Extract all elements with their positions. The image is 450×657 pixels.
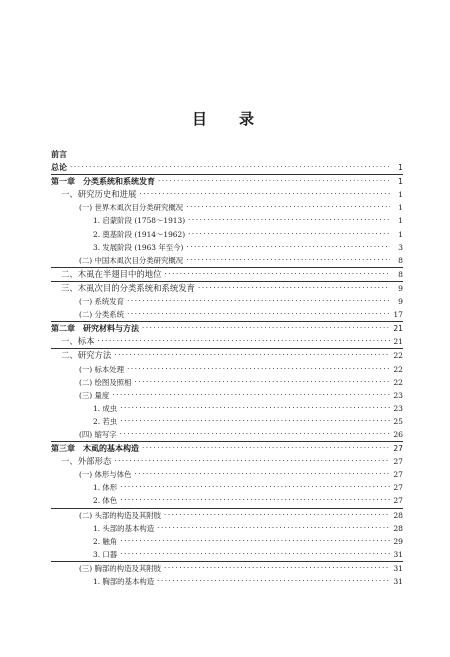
- toc-leader-dots: [134, 468, 390, 481]
- toc-entry-page: 31: [393, 577, 403, 586]
- toc-entry[interactable]: [51, 174, 403, 188]
- toc-entry-label: (二) 中国木虱次目分类研究概况: [79, 255, 184, 265]
- toc-leader-dots: [142, 442, 390, 455]
- toc-entry-page: 1: [398, 190, 403, 200]
- toc-entry-page: 21: [393, 337, 403, 347]
- toc-entry[interactable]: [51, 481, 403, 494]
- toc-entry-page: 28: [393, 523, 403, 533]
- toc-leader-dots: [186, 241, 390, 254]
- toc-entry[interactable]: [51, 228, 403, 241]
- toc-leader-dots: [120, 415, 390, 428]
- toc-entry-label: 2. 若虫: [93, 416, 118, 426]
- toc-entry-page: 27: [393, 457, 403, 467]
- toc-entry[interactable]: [51, 214, 403, 227]
- toc-entry-page: 1: [398, 229, 403, 239]
- toc-entry[interactable]: [51, 241, 403, 254]
- toc-entry-page: 17: [393, 310, 403, 320]
- toc-leader-dots: [112, 389, 390, 402]
- toc-leader-dots: [120, 402, 390, 415]
- toc-entry-label: (一) 系统发育: [79, 297, 125, 307]
- toc-entry[interactable]: [51, 548, 403, 561]
- toc-entry-page: 27: [393, 470, 403, 480]
- toc-entry-page: 1: [398, 203, 403, 213]
- toc-entry[interactable]: [51, 455, 403, 468]
- toc-entry[interactable]: [51, 415, 403, 428]
- toc-entry-label: 第二章 研究材料与方法: [51, 324, 139, 334]
- toc-leader-dots: [142, 322, 390, 335]
- toc-entry[interactable]: [51, 494, 403, 507]
- toc-entry[interactable]: [51, 402, 403, 415]
- toc-leader-dots: [127, 363, 390, 376]
- toc-entry-page: 21: [393, 324, 403, 334]
- toc-entry-page: 26: [393, 429, 403, 439]
- toc-entry[interactable]: [51, 188, 403, 201]
- toc-entry-label: 2. 奠基阶段 (1914～1962): [93, 229, 186, 239]
- toc-entry-label: 1. 成虫: [93, 403, 118, 413]
- toc-entry-label: 三、木虱次目的分类系统和系统发育: [61, 282, 195, 293]
- toc-entry-label: 1. 胸部的基本构造: [93, 577, 155, 586]
- toc-leader-dots: [120, 548, 390, 561]
- toc-entry-page: 8: [398, 255, 403, 265]
- toc-entry-label: 二、木虱在半翅目中的地位: [61, 268, 162, 279]
- toc-entry-label: 第三章 木虱的基本构造: [51, 444, 139, 454]
- page-title: [0, 108, 450, 129]
- toc-entry-label: 一、研究历史和进展: [61, 189, 137, 200]
- toc-entry[interactable]: [51, 295, 403, 308]
- toc-entry-label: (二) 头部的构造及其附肢: [79, 510, 162, 520]
- toc-entry-page: 9: [398, 297, 403, 307]
- toc-entry[interactable]: [51, 308, 403, 321]
- toc-leader-dots: [188, 214, 390, 227]
- toc-entry-label: 总论: [51, 163, 67, 173]
- toc-entry-label: (三) 胸部的构造及其附肢: [79, 563, 162, 573]
- toc-entry-page: 1: [398, 177, 403, 187]
- toc-entry[interactable]: [51, 561, 403, 575]
- toc-leader-dots: [157, 522, 390, 535]
- page-title-char-2: 录: [239, 110, 259, 128]
- toc-entry-label: 3. 口器: [93, 549, 118, 559]
- toc-entry-label: (三) 量度: [79, 390, 110, 400]
- toc-entry[interactable]: [51, 321, 403, 335]
- toc-entry-page: 22: [393, 377, 403, 387]
- toc-entry-page: 25: [393, 416, 403, 426]
- toc-entry-label: 前言: [51, 150, 67, 159]
- toc-entry-label: 二、研究方法: [61, 350, 112, 361]
- toc-entry-page: 22: [393, 364, 403, 374]
- toc-entry[interactable]: [51, 148, 403, 161]
- toc-entry[interactable]: [51, 254, 403, 267]
- toc-entry-label: 1. 头部的基本构造: [93, 523, 155, 533]
- toc-leader-dots: [157, 575, 390, 588]
- toc-entry-label: (二) 分类系统: [79, 310, 125, 320]
- toc-entry-page: 22: [393, 351, 403, 361]
- toc-leader-dots: [134, 376, 390, 389]
- toc-entry-page: 3: [398, 242, 403, 252]
- toc-entry-label: 第一章 分类系统和系统发育: [51, 177, 155, 187]
- toc-entry[interactable]: [51, 363, 403, 376]
- toc-entry-page: 23: [393, 403, 403, 413]
- toc-entry-page: 27: [393, 444, 403, 454]
- toc-leader-dots: [164, 509, 390, 522]
- toc-leader-dots: [188, 228, 390, 241]
- toc-entry-label: 一、外部形态: [61, 456, 112, 467]
- toc-entry[interactable]: [51, 508, 403, 522]
- toc-leader-dots: [114, 455, 390, 468]
- toc-entry-label: (四) 缩写字: [79, 429, 117, 439]
- toc-entry[interactable]: [51, 267, 403, 281]
- toc-entry-label: 1. 体形: [93, 483, 118, 493]
- toc-leader-dots: [114, 349, 390, 362]
- toc-entry-page: 28: [393, 510, 403, 520]
- toc-leader-dots: [127, 295, 390, 308]
- toc-entry[interactable]: [51, 335, 403, 348]
- toc-entry-page: 1: [398, 216, 403, 226]
- toc-entry-label: (一) 世界木虱次目分类研究概况: [79, 203, 184, 213]
- toc-leader-dots: [186, 254, 390, 267]
- toc-entry[interactable]: [51, 428, 403, 441]
- toc-entry[interactable]: [51, 522, 403, 535]
- toc-entry-page: 27: [393, 483, 403, 493]
- toc-entry-label: 2. 触角: [93, 536, 118, 546]
- toc-entry[interactable]: [51, 281, 403, 295]
- toc-leader-dots: [165, 268, 391, 281]
- toc-entry-page: 1: [398, 163, 403, 173]
- toc-entry[interactable]: [51, 201, 403, 214]
- toc-leader-dots: [120, 481, 390, 494]
- toc-leader-dots: [120, 428, 390, 441]
- toc-entry[interactable]: [51, 376, 403, 389]
- toc-leader-dots: [127, 308, 390, 321]
- toc-leader-dots: [70, 161, 390, 174]
- toc-entry[interactable]: [51, 389, 403, 402]
- toc-entry-label: (一) 体形与体色: [79, 470, 132, 480]
- toc-entry-label: (二) 绘图及照相: [79, 377, 132, 387]
- toc-entry-label: 一、标本: [61, 336, 95, 347]
- toc-leader-dots: [198, 282, 390, 295]
- toc-leader-dots: [120, 535, 390, 548]
- toc-entry-page: 9: [398, 283, 403, 293]
- toc-entry-label: (一) 标本处理: [79, 364, 125, 374]
- toc-leader-dots: [158, 175, 390, 188]
- toc-leader-dots: [186, 201, 390, 214]
- table-of-contents: [51, 148, 403, 588]
- toc-entry[interactable]: [51, 575, 403, 588]
- toc-entry-label: 1. 启蒙阶段 (1758～1913): [93, 216, 186, 226]
- toc-entry[interactable]: [51, 535, 403, 548]
- toc-entry[interactable]: [51, 441, 403, 455]
- toc-entry[interactable]: [51, 468, 403, 481]
- toc-leader-dots: [120, 494, 390, 507]
- toc-entry-label: 2. 体色: [93, 496, 118, 506]
- toc-entry[interactable]: [51, 161, 403, 174]
- toc-entry[interactable]: [51, 348, 403, 362]
- page-title-char-1: 目: [191, 110, 211, 128]
- toc-entry-page: 23: [393, 390, 403, 400]
- toc-leader-dots: [98, 335, 391, 348]
- toc-entry-page: 31: [393, 563, 403, 573]
- toc-entry-page: 27: [393, 496, 403, 506]
- toc-leader-dots: [164, 562, 390, 575]
- toc-entry-page: 8: [398, 269, 403, 279]
- toc-leader-dots: [139, 188, 390, 201]
- toc-entry-label: 3. 发展阶段 (1963 年至今): [93, 242, 184, 252]
- toc-entry-page: 31: [393, 549, 403, 559]
- toc-entry-page: 29: [393, 536, 403, 546]
